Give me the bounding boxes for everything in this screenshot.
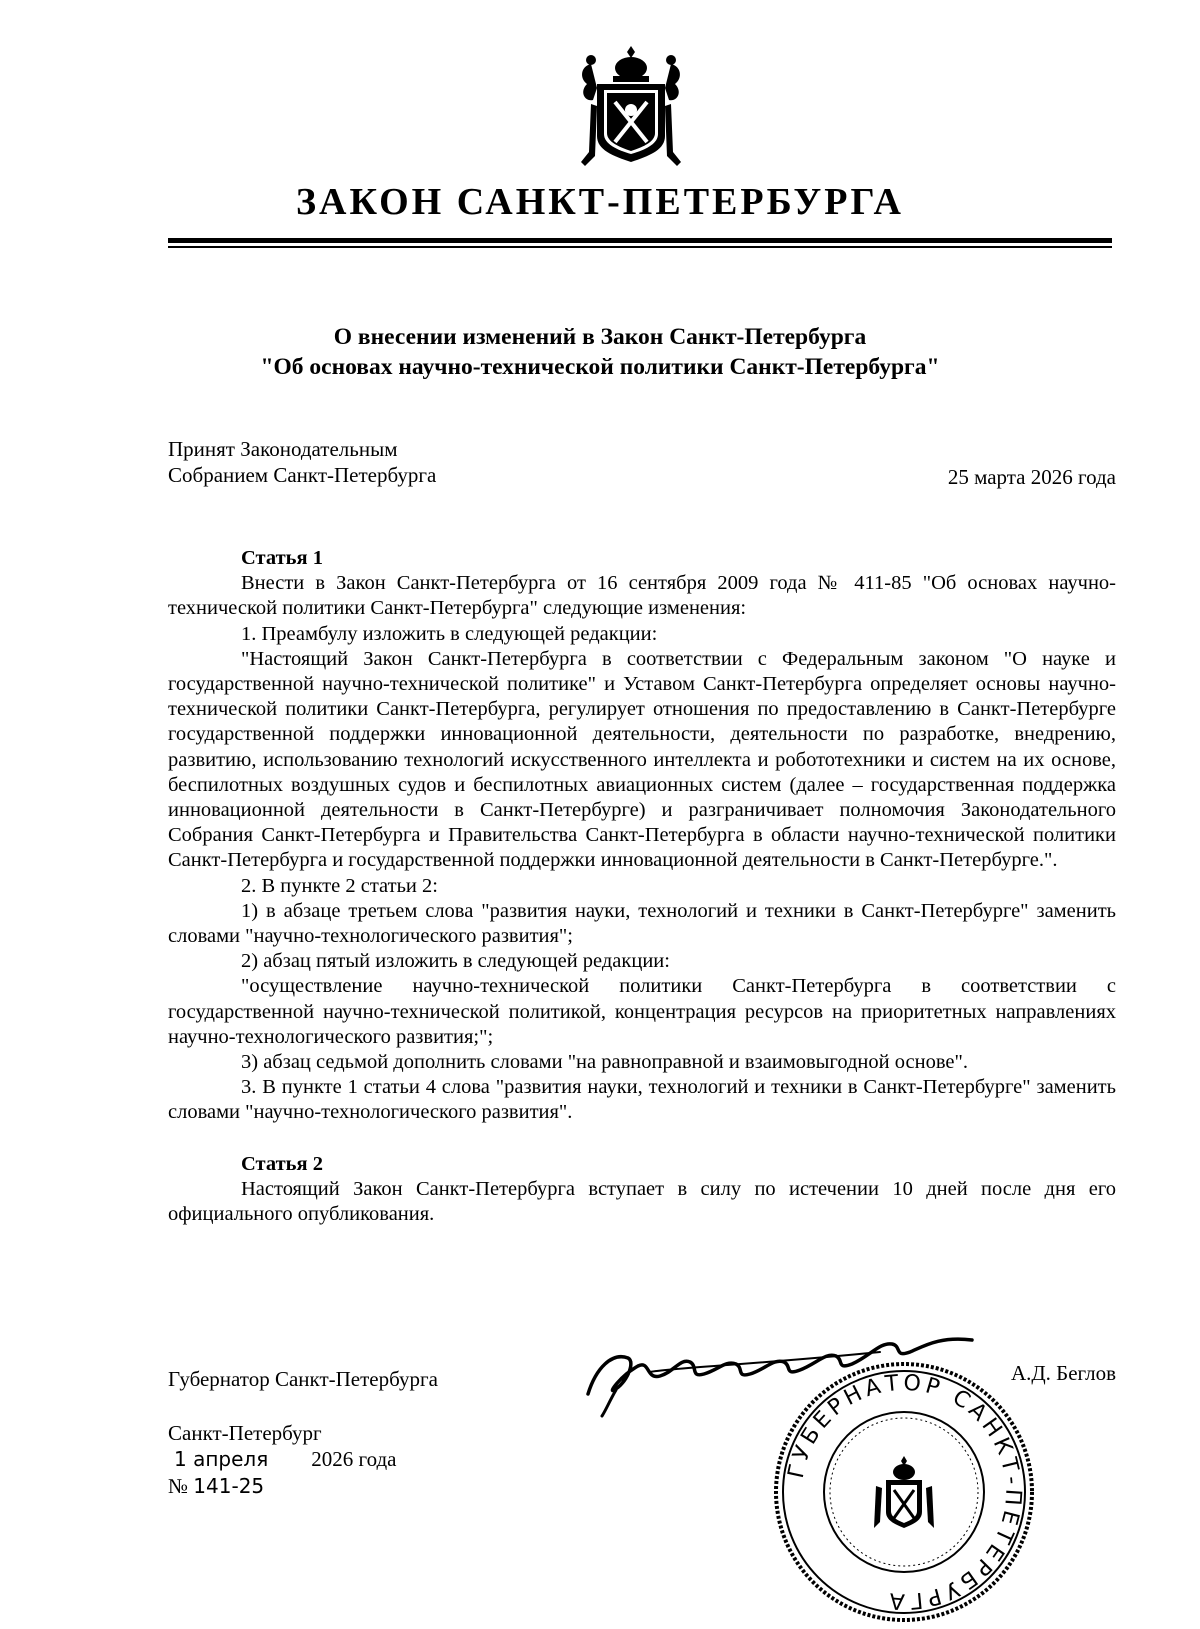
title-rule-thick xyxy=(168,238,1112,243)
adopted-by-line-1: Принят Законодательным xyxy=(168,437,398,461)
article-1-item-3: 3. В пункте 1 статьи 4 слова "развития науки, технологий и техники в Санкт-Петербурге" заменить словами "научно-технологического развития". xyxy=(168,1076,1116,1124)
article-1-intro: Внести в Закон Санкт-Петербурга от 16 сентября 2009 года № 411-85 "Об основах научно-технической политики Санкт-Петербурга" следующие изменения: xyxy=(168,572,1116,620)
article-1-item-2-2: 2) абзац пятый изложить в следующей редакции: xyxy=(241,950,670,973)
title-rule-thin xyxy=(168,246,1112,248)
article-2-heading: Статья 2 xyxy=(241,1152,323,1175)
law-body xyxy=(168,546,1116,1227)
law-number-prefix: № xyxy=(168,1474,189,1498)
law-subject-line-2: "Об основах научно-технической политики Санкт-Петербурга" xyxy=(260,354,940,380)
signing-date-line xyxy=(168,1446,397,1472)
signatory-name: А.Д. Беглов xyxy=(1010,1361,1116,1385)
article-1-item-2-3: 3) абзац седьмой дополнить словами "на равноправной и взаимовыгодной основе". xyxy=(241,1051,968,1074)
article-2-text: Настоящий Закон Санкт-Петербурга вступает в силу по истечении 10 дней после дня его официального опубликования. xyxy=(168,1177,1116,1226)
adopted-by-line-2: Собранием Санкт-Петербурга xyxy=(168,463,437,487)
adopted-by xyxy=(168,436,436,488)
svg-text:ГУБЕРНАТОР САНКТ-ПЕТЕРБУРГА: ГУБЕРНАТОР САНКТ-ПЕТЕРБУРГА xyxy=(783,1370,1026,1614)
article-1-item-1-text: "Настоящий Закон Санкт-Петербурга в соответствии с Федеральным законом "О науке и государственной научно-технической политике" и Уставом Санкт-Петербурга определяет основы научно-технической политики Санкт-Петербурга, регулирует отношения по предоставлению в Санкт-Петербурге государственной поддержки инновационной деятельности, деятельности по разработке, внедрению, развитию, использованию технологий искусственного интеллекта и робототехники и систем на их основе, беспилотных воздушных судов и беспилотных авиационных систем (далее – государственная поддержка инновационной деятельности в Санкт-Петербурге) и разграничивает полномочия Законодательного Собрания Санкт-Петербурга и Правительства Санкт-Петербурга в области научно-технической политики Санкт-Петербурга и государственной поддержки инновационной деятельности в Санкт-Петербурге.". xyxy=(168,647,1116,872)
signing-year: 2026 года xyxy=(311,1447,397,1471)
article-1-item-1: 1. Преамбулу изложить в следующей редакции: xyxy=(241,622,658,645)
adopted-date: 25 марта 2026 года xyxy=(947,465,1116,489)
signing-place: Санкт-Петербург xyxy=(168,1421,322,1445)
law-number-line xyxy=(168,1473,264,1499)
signatory-title: Губернатор Санкт-Петербурга xyxy=(168,1367,438,1391)
signing-date: 1 апреля xyxy=(174,1447,269,1471)
article-1-heading: Статья 1 xyxy=(241,547,323,569)
law-subject xyxy=(0,322,1200,382)
law-number: 141-25 xyxy=(193,1474,265,1498)
article-1-item-2: 2. В пункте 2 статьи 2: xyxy=(241,874,438,897)
coat-of-arms-icon xyxy=(571,44,691,172)
official-seal xyxy=(772,1360,1036,1624)
article-1-item-2-2-text: "осуществление научно-технической политики Санкт-Петербурга в соответствии с государственной научно-технической политикой, концентрация ресурсов на приоритетных направлениях научно-технологического развития;"; xyxy=(168,975,1116,1048)
law-subject-line-1: О внесении изменений в Закон Санкт-Петербурга xyxy=(333,324,867,350)
law-title: ЗАКОН САНКТ-ПЕТЕРБУРГА xyxy=(295,181,904,223)
article-1-item-2-1: 1) в абзаце третьем слова "развития науки, технологий и техники в Санкт-Петербурге" заменить словами "научно-технологического развития"; xyxy=(168,899,1116,948)
